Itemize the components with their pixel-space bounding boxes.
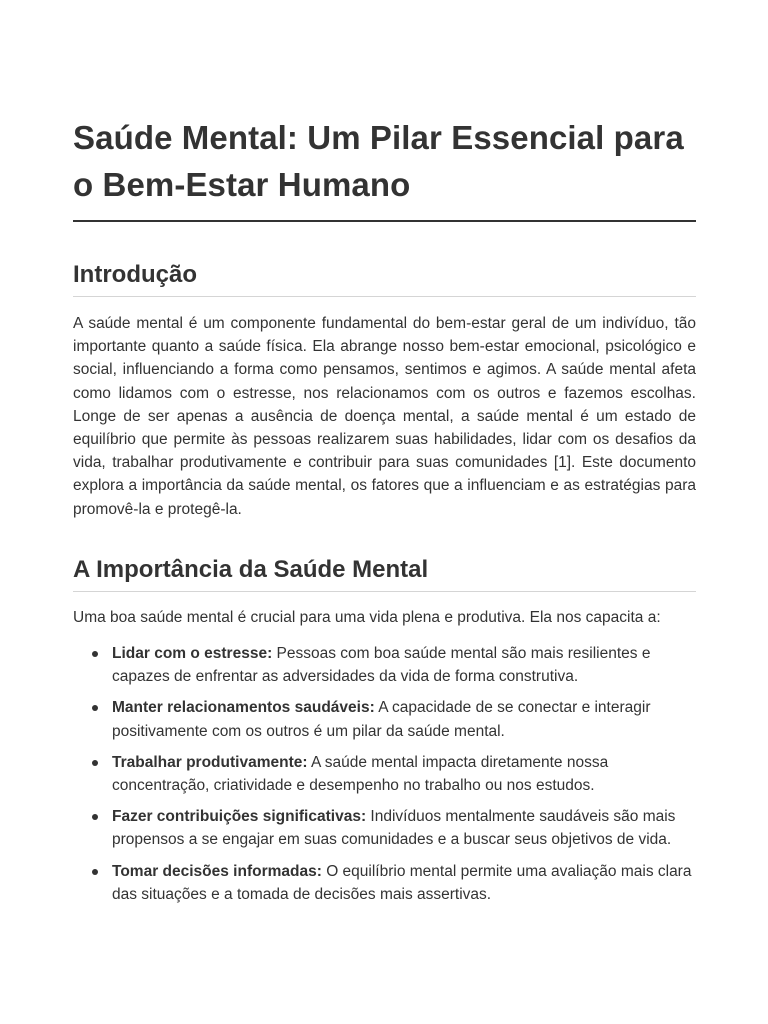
list-item	[73, 642, 696, 688]
list-item-text: O equilíbrio mental permite uma avaliação mais clara das situações e a tomada de decisões mais assertivas.	[112, 862, 692, 903]
bullet-icon	[92, 651, 98, 657]
title-divider	[73, 220, 696, 222]
list-item	[73, 751, 696, 797]
introduction-section	[73, 260, 696, 521]
list-item-term: Trabalhar produtivamente:	[112, 753, 308, 771]
bullet-icon	[92, 760, 98, 766]
list-item	[73, 805, 696, 851]
list-item-text: A capacidade de se conectar e interagir positivamente com os outros é um pilar da saúde mental.	[112, 699, 651, 740]
importance-section	[73, 555, 696, 906]
page-title: Saúde Mental: Um Pilar Essencial para o Bem-Estar Humano	[73, 119, 684, 203]
bullet-icon	[92, 814, 98, 820]
importance-bullet-list	[73, 642, 696, 906]
introduction-paragraph: A saúde mental é um componente fundamental do bem-estar geral de um indivíduo, tão importante quanto a saúde física. Ela abrange nosso bem-estar emocional, psicológico e social, influenciando a forma como pensamos, sentimos e agimos. A saúde mental afeta como lidamos com o estresse, nos relacionamos com os outros e fazemos escolhas. Longe de ser apenas a ausência de doença mental, a saúde mental é um estado de equilíbrio que permite às pessoas realizarem suas habilidades, lidar com os desafios da vida, trabalhar produtivamente e contribuir para suas comunidades [1]. Este documento explora a importância da saúde mental, os fatores que a influenciam e as estratégias para promovê-la e protegê-la.	[73, 315, 696, 518]
importance-heading: A Importância da Saúde Mental	[73, 555, 429, 583]
list-item-term: Manter relacionamentos saudáveis:	[112, 699, 375, 717]
list-item-text: A saúde mental impacta diretamente nossa concentração, criatividade e desempenho no trabalho ou nos estudos.	[112, 753, 609, 795]
introduction-heading-divider	[73, 296, 696, 297]
list-item-term: Lidar com o estresse:	[112, 645, 273, 663]
list-item-term: Tomar decisões informadas:	[112, 862, 322, 880]
list-item-text: Indivíduos mentalmente saudáveis são mais propensos a se engajar em suas comunidades e a buscar seus objetivos de vida.	[112, 808, 676, 849]
bullet-icon	[92, 869, 98, 875]
bullet-icon	[92, 705, 98, 711]
importance-heading-divider	[73, 591, 696, 592]
introduction-heading: Introdução	[73, 261, 197, 288]
importance-lead-paragraph: Uma boa saúde mental é crucial para uma vida plena e produtiva. Ela nos capacita a:	[73, 608, 661, 626]
list-item-text: Pessoas com boa saúde mental são mais resilientes e capazes de enfrentar as adversidades da vida de forma construtiva.	[112, 645, 651, 686]
list-item	[73, 696, 696, 742]
list-item-term: Fazer contribuições significativas:	[112, 808, 367, 826]
list-item	[73, 860, 696, 906]
